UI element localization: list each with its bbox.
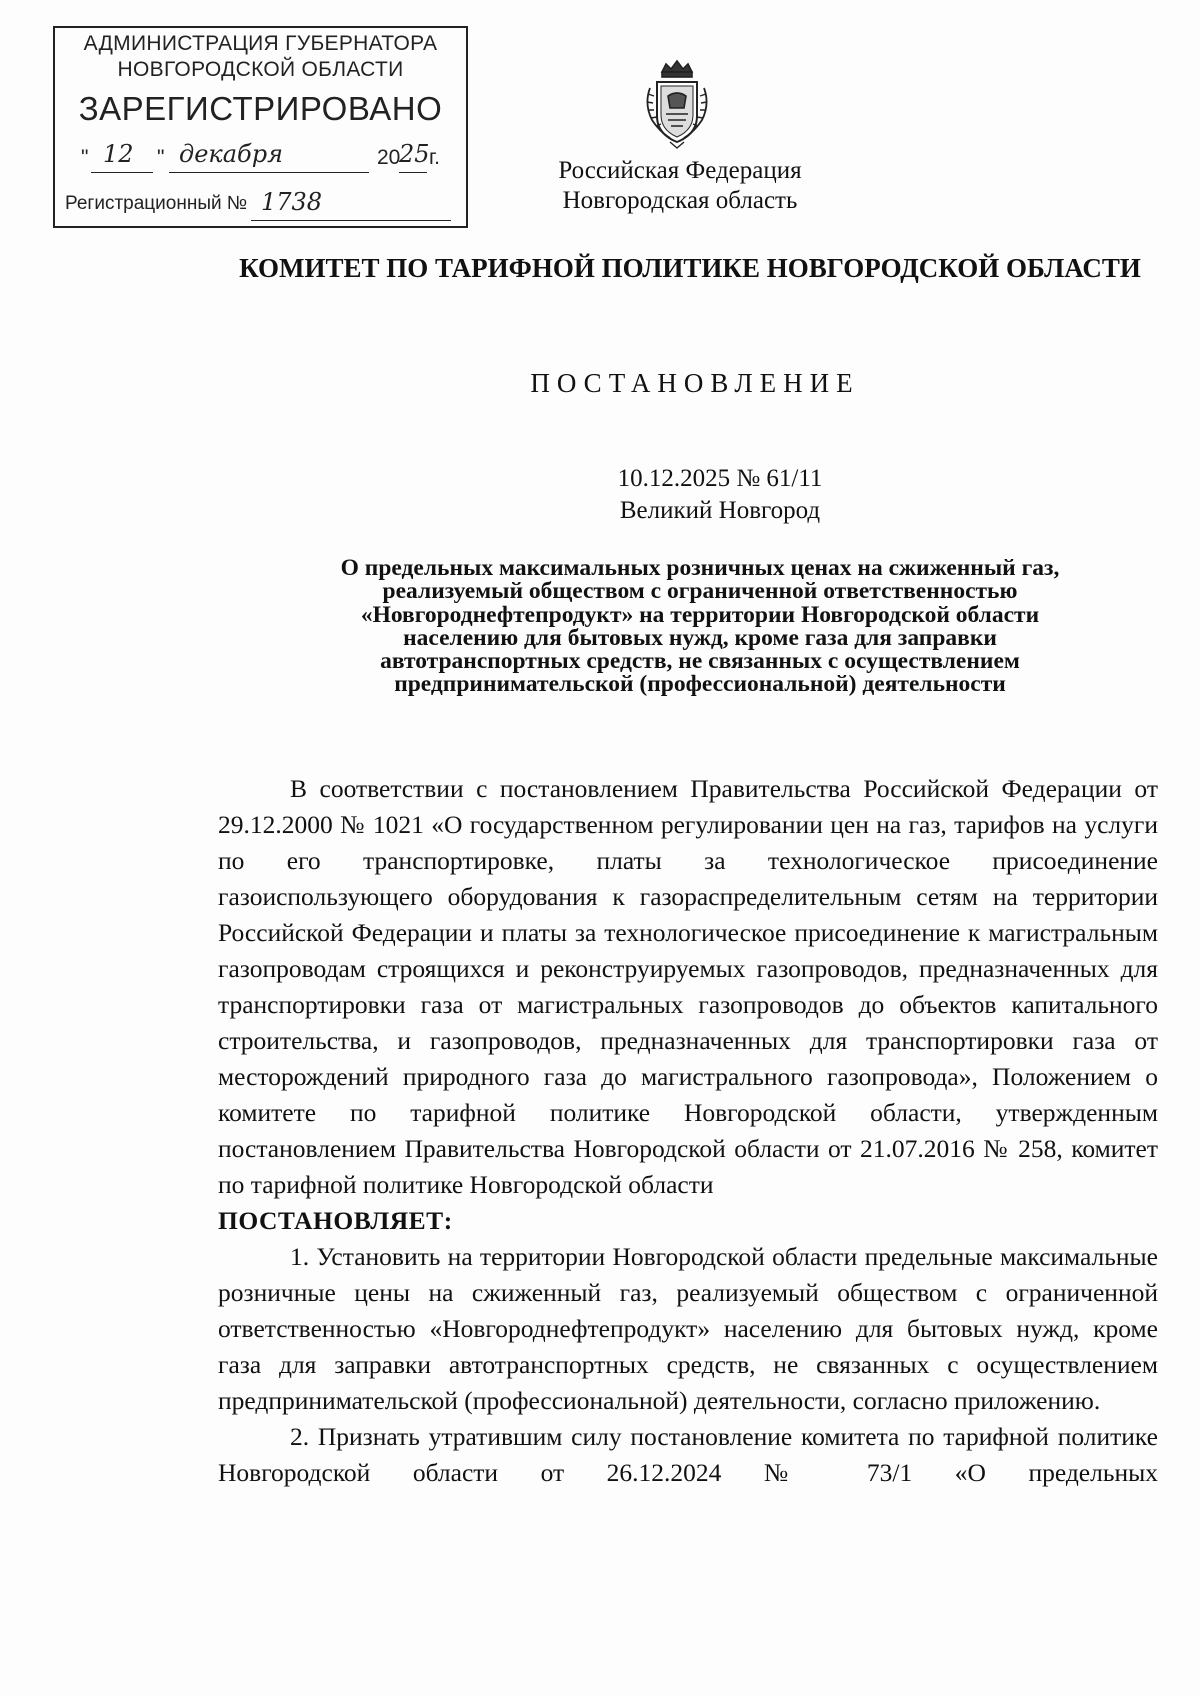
stamp-authority-line1: АДМИНИСТРАЦИЯ ГУБЕРНАТОРА [83, 32, 438, 55]
document-city: Великий Новгород [619, 497, 821, 524]
resolution-item-2: 2. Признать утратившим силу постановление комитета по тарифной политике Новгородской области от 26.12.2024 № 73/1 «О предельных [218, 1422, 1158, 1487]
country-region-block [480, 156, 880, 216]
stamp-registration-row [65, 193, 247, 215]
stamp-date-row [81, 140, 451, 180]
stamp-month: декабря [179, 140, 283, 168]
date-number-block [480, 463, 960, 527]
stamp-year-suffix: 25 [399, 140, 430, 168]
coat-of-arms-emblem-icon [640, 58, 714, 150]
document-type: ПОСТАНОВЛЕНИЕ [530, 368, 860, 398]
stamp-status: ЗАРЕГИСТРИРОВАНО [78, 90, 443, 127]
registration-stamp [53, 26, 468, 228]
subject-line: реализуемый обществом с ограниченной ответственностью [382, 578, 1018, 605]
document-date-number: 10.12.2025 № 61/11 [617, 465, 823, 492]
stamp-reg-number: 1738 [261, 188, 323, 216]
stamp-close-quote: " [157, 146, 165, 169]
stamp-open-quote: " [81, 146, 89, 169]
stamp-reg-label: Регистрационный № [65, 193, 248, 214]
document-body [218, 771, 1158, 1491]
stamp-day: 12 [103, 140, 134, 168]
stamp-authority-line2: НОВГОРОДСКОЙ ОБЛАСТИ [117, 58, 404, 81]
stamp-year-prefix: 20 [377, 146, 401, 169]
committee-title: КОМИТЕТ ПО ТАРИФНОЙ ПОЛИТИКЕ НОВГОРОДСКОЙ ОБЛАСТИ [239, 253, 1141, 283]
country-name: Российская Федерация [558, 157, 802, 184]
stamp-year-unit: г. [429, 146, 440, 169]
subject-line: населению для бытовых нужд, кроме газа для заправки [403, 624, 997, 651]
document-subject [240, 557, 1160, 697]
region-name: Новгородская область [562, 187, 798, 214]
preamble-paragraph: В соответствии с постановлением Правительства Российской Федерации от 29.12.2000 № 1021 «О государственном регулировании цен на газ, тарифов на услуги по его транспортировке, платы за технологическое присоединение газоиспользующего оборудования к газораспределительным сетям на территории Российской Федерации и платы за технологическое присоединение к магистральным газопроводам строящихся и реконструируемых газопроводов, предназначенных для транспортировки газа от магистральных газопроводов до объектов капитального строительства, и газопроводов, предназначенных для транспортировки газа от месторождений природного газа до магистрального газопровода», Положением о комитете по тарифной политике Новгородской области, утвержденным постановлением Правительства Новгородской области от 21.07.2016 № 258, комитет по тарифной политике Новгородской области [218, 774, 1158, 1199]
resolution-verb: ПОСТАНОВЛЯЕТ: [218, 1206, 453, 1235]
subject-line: предпринимательской (профессиональной) деятельности [394, 671, 1006, 698]
subject-line: «Новгороднефтепродукт» на территории Новгородской области [360, 601, 1040, 628]
subject-line: О предельных максимальных розничных ценах на сжиженный газ, [340, 555, 1060, 581]
resolution-item-1: 1. Установить на территории Новгородской области предельные максимальные розничные цены на сжиженный газ, реализуемый обществом с ограниченной ответственностью «Новгороднефтепродукт» населению для бытовых нужд, кроме газа для заправки автотранспортных средств, не связанных с осуществлением предпринимательской (профессиональной) деятельности, согласно приложению. [218, 1242, 1158, 1415]
subject-line: автотранспортных средств, не связанных с осуществлением [380, 648, 1020, 675]
